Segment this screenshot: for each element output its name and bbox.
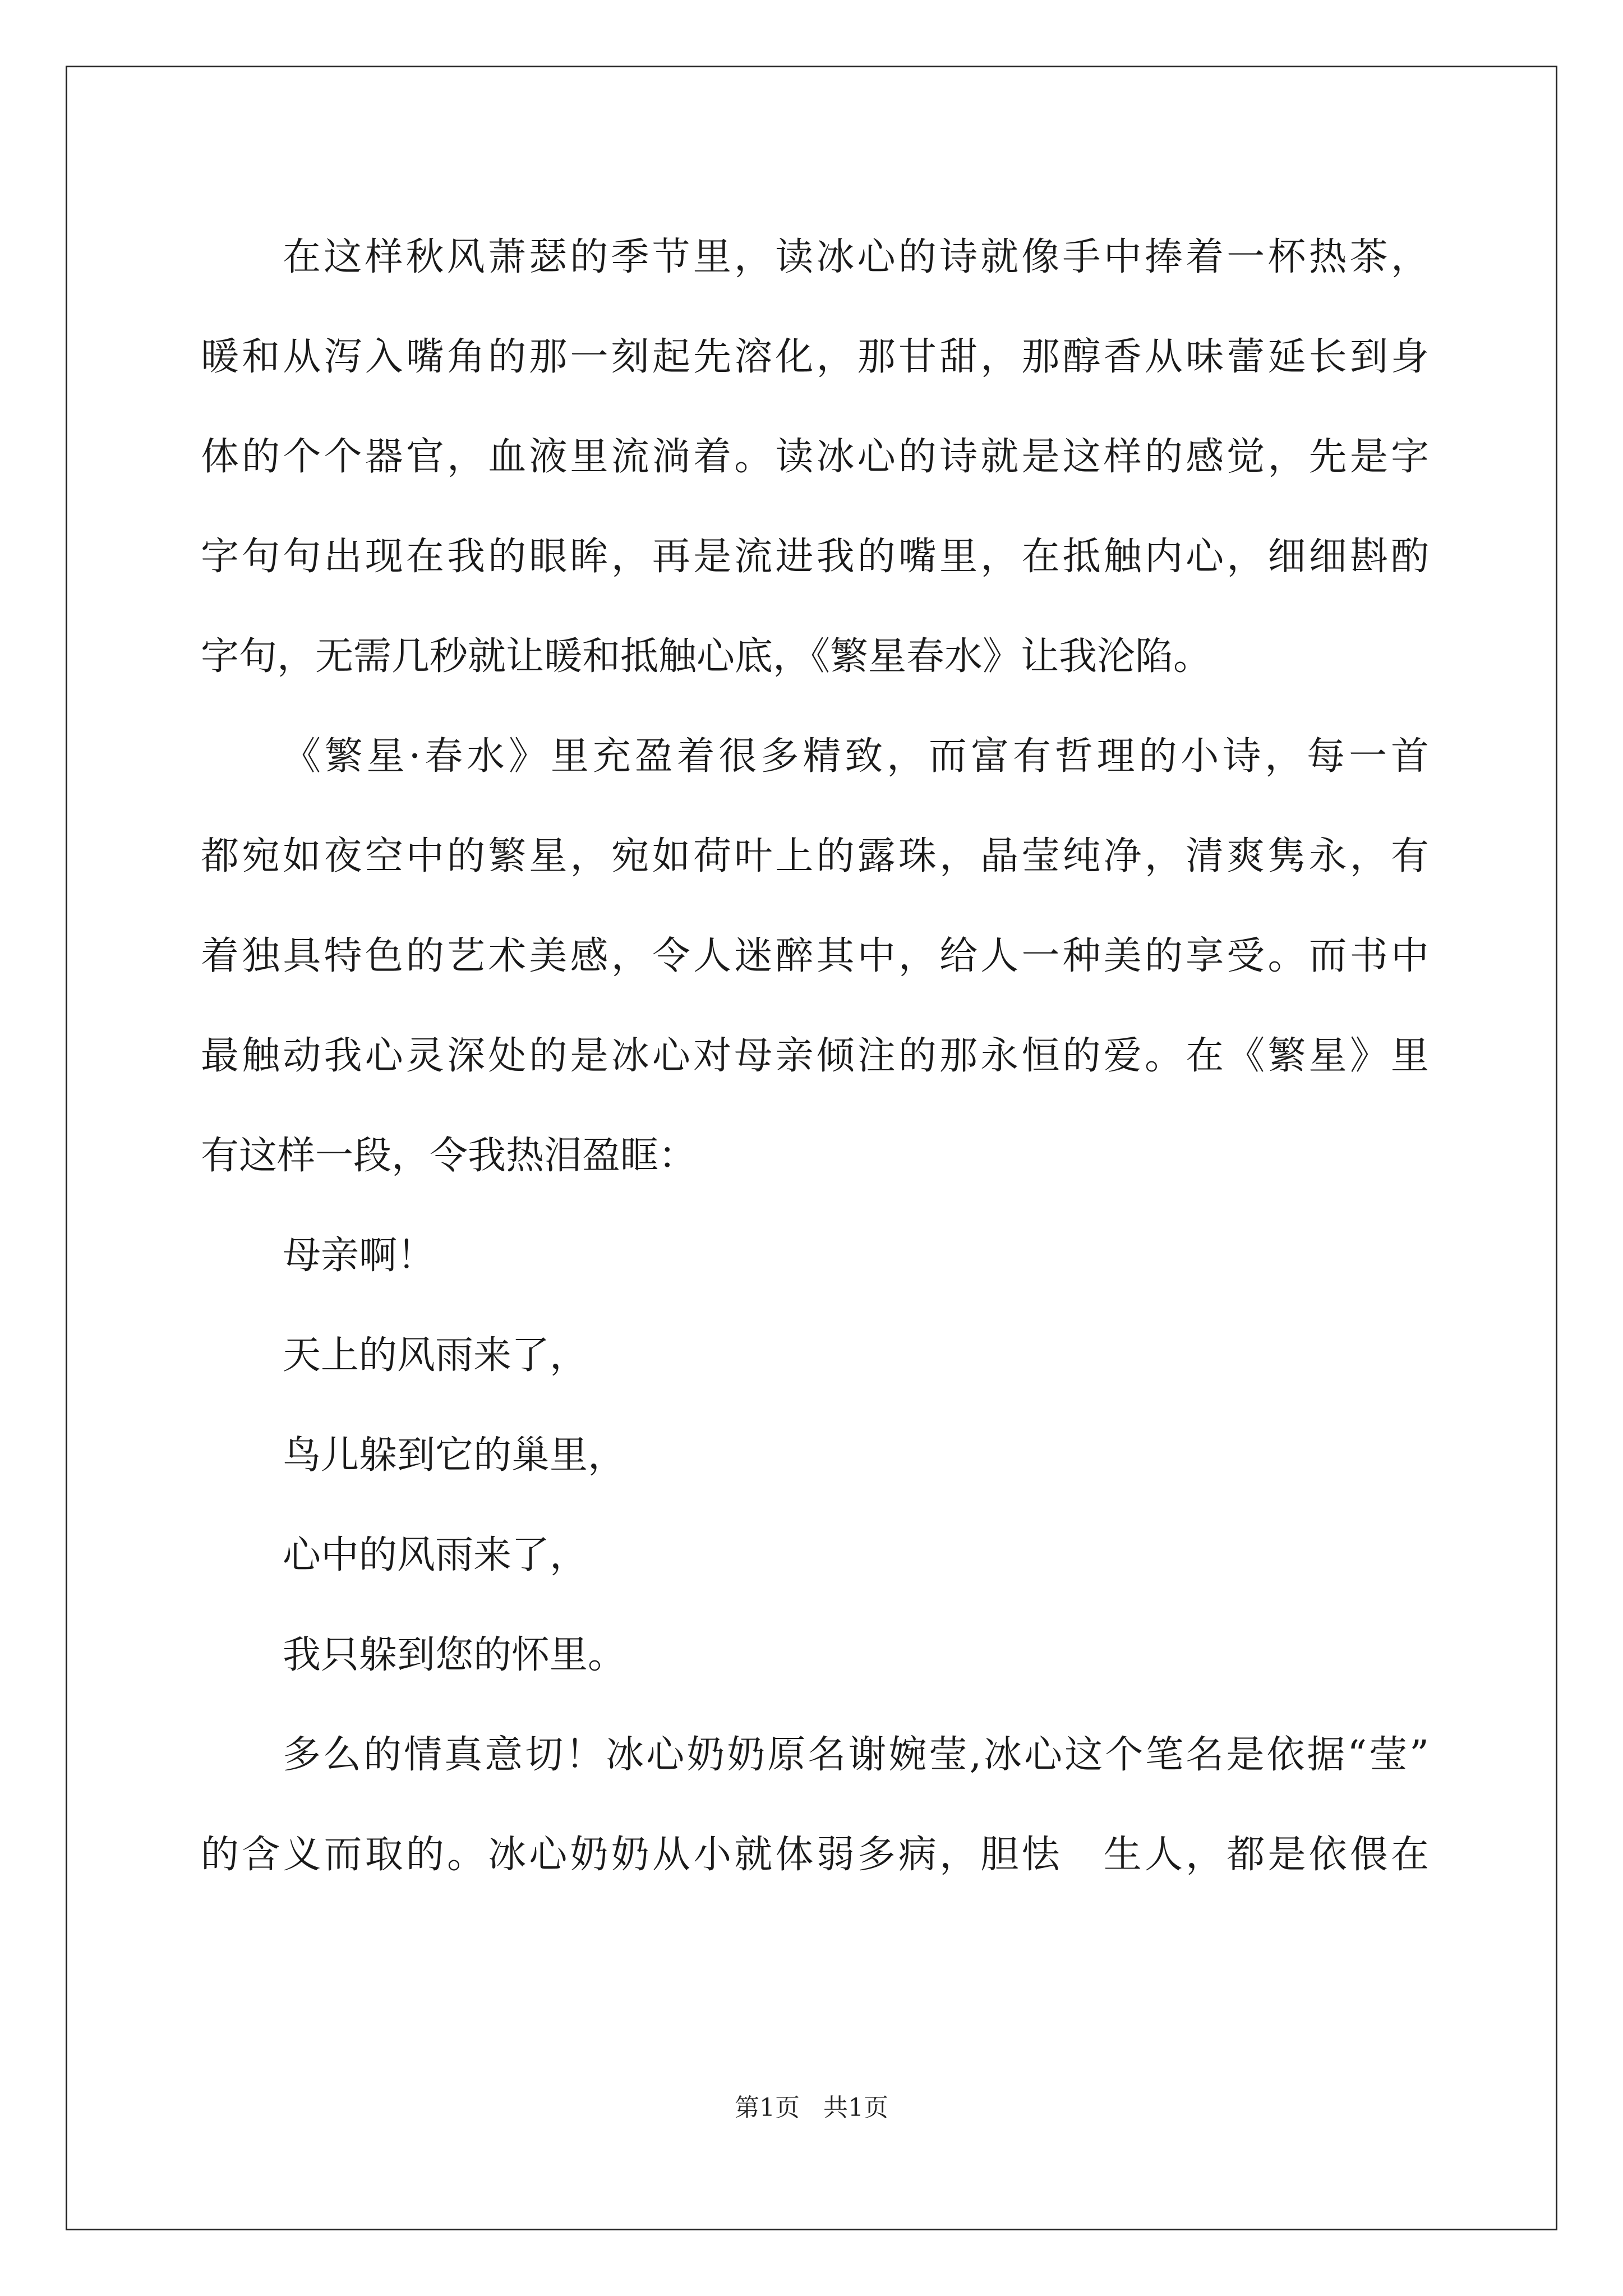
poem-line: 母亲啊！ — [283, 1234, 436, 1278]
page-footer — [0, 2091, 1623, 2125]
text-line: 着独具特色的艺术美感，令人迷醉其中，给人一种美的享受。而书中 — [201, 934, 1429, 978]
text-line: 有这样一段，令我热泪盈眶： — [201, 1134, 697, 1178]
page-number: 第1页 — [735, 2093, 800, 2122]
text-line: 字句，无需几秒就让暖和抵触心底，《繁星春水》让我沦陷。 — [201, 634, 1212, 679]
text-line: 最触动我心灵深处的是冰心对母亲倾注的那永恒的爱。在《繁星》里 — [201, 1034, 1429, 1078]
text-line: 暖和从泻入嘴角的那一刻起先溶化，那甘甜，那醇香从味蕾延长到身 — [201, 335, 1429, 379]
text-line: 体的个个器官，血液里流淌着。读冰心的诗就是这样的感觉，先是字 — [201, 435, 1429, 479]
document-body — [201, 208, 1429, 1905]
text-line: 多么的情真意切！冰心奶奶原名谢婉莹,冰心这个笔名是依据“莹” — [283, 1733, 1429, 1777]
poem-line: 天上的风雨来了， — [283, 1333, 588, 1378]
poem-line: 我只躲到您的怀里。 — [283, 1633, 626, 1677]
text-line: 都宛如夜空中的繁星，宛如荷叶上的露珠，晶莹纯净，清爽隽永，有 — [201, 834, 1429, 878]
text-line: 字句句出现在我的眼眸，再是流进我的嘴里，在抵触内心，细细斟酌 — [201, 535, 1429, 579]
poem-line: 心中的风雨来了， — [283, 1533, 588, 1577]
poem-line: 鸟儿躲到它的巢里， — [283, 1433, 626, 1478]
text-line: 在这样秋风萧瑟的季节里，读冰心的诗就像手中捧着一杯热茶， — [283, 235, 1429, 279]
text-line: 的含义而取的。冰心奶奶从小就体弱多病，胆怯 生人，都是依偎在 — [201, 1833, 1429, 1877]
text-line: 《繁星·春水》里充盈着很多精致，而富有哲理的小诗，每一首 — [283, 734, 1429, 779]
page-total: 共1页 — [823, 2093, 888, 2122]
